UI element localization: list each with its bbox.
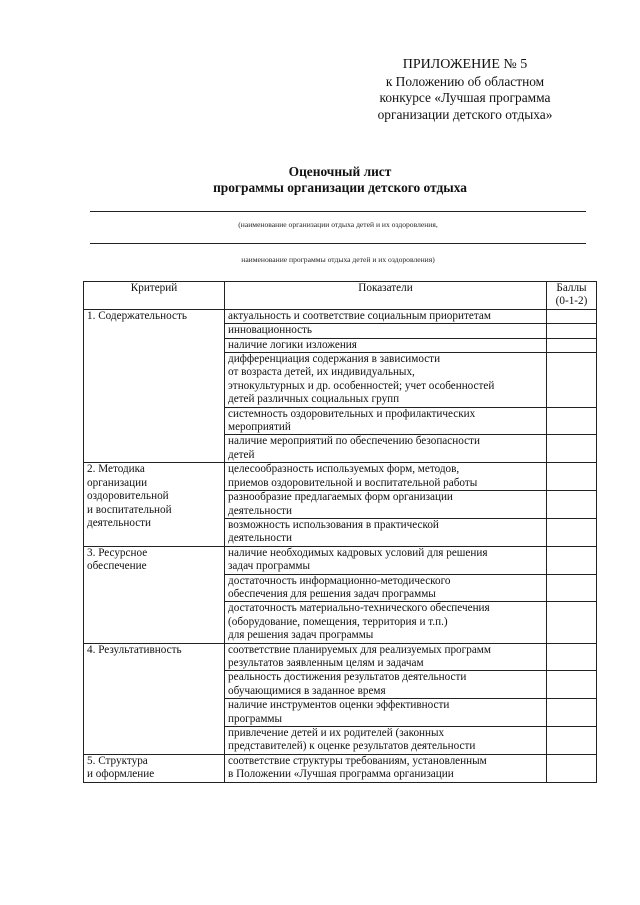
table-body [84, 309, 597, 782]
points-cell[interactable] [547, 324, 597, 338]
table-row [84, 754, 597, 782]
criterion-cell: 3. Ресурсное обеспечение [84, 546, 225, 643]
criterion-cell: 2. Методика организации оздоровительной и воспитательной деятельности [84, 463, 225, 546]
indicator-cell: актуальность и соответствие социальным приоритетам [225, 309, 547, 323]
title-line-1: Оценочный лист [288, 164, 392, 179]
points-cell[interactable] [547, 491, 597, 519]
indicator-cell: достаточность информационно-методического обеспечения для решения задач программы [225, 574, 547, 602]
indicator-cell: целесообразность используемых форм, методов, приемов оздоровительной и воспитательной работы [225, 463, 547, 491]
indicator-cell: системность оздоровительных и профилактических мероприятий [225, 407, 547, 435]
appendix-line-2: конкурсе «Лучшая программа [379, 90, 551, 105]
indicator-cell: соответствие планируемых для реализуемых программ результатов заявленным целям и задачам [225, 643, 547, 671]
points-cell[interactable] [547, 338, 597, 352]
indicator-cell: возможность использования в практической деятельности [225, 518, 547, 546]
points-cell[interactable] [547, 353, 597, 408]
organization-name-line [90, 211, 586, 212]
indicator-cell: наличие логики изложения [225, 338, 547, 352]
criterion-cell: 1. Содержательность [84, 309, 225, 462]
indicator-cell: дифференциация содержания в зависимости от возраста детей, их индивидуальных, этнокультурных и др. особенностей; учет особенностей детей различных социальных групп [225, 353, 547, 408]
title-line-2: программы организации детского отдыха [213, 180, 467, 195]
table-row [84, 643, 597, 671]
indicator-cell: достаточность материально-технического обеспечения (оборудование, помещения, территория и т.п.) для решения задач программы [225, 602, 547, 643]
indicator-cell: разнообразие предлагаемых форм организации деятельности [225, 491, 547, 519]
document-title [80, 164, 600, 196]
points-cell[interactable] [547, 574, 597, 602]
points-cell[interactable] [547, 671, 597, 699]
organization-caption: (наименование организации отдыха детей и их оздоровления, [238, 220, 438, 229]
appendix-number: ПРИЛОЖЕНИЕ № 5 [402, 57, 528, 72]
evaluation-table [83, 281, 597, 783]
points-cell[interactable] [547, 643, 597, 671]
table-row [84, 463, 597, 491]
header-points-label: Баллы (0-1-2) [555, 282, 588, 308]
header-points [547, 282, 597, 310]
indicator-cell: наличие мероприятий по обеспечению безопасности детей [225, 435, 547, 463]
appendix-line-3: организации детского отдыха» [377, 106, 553, 122]
indicator-cell: соответствие структуры требованиям, установленным в Положении «Лучшая программа организации [225, 754, 547, 782]
header-indicators: Показатели [225, 282, 547, 310]
indicator-cell: наличие необходимых кадровых условий для решения задач программы [225, 546, 547, 574]
indicator-cell: привлечение детей и их родителей (законных представителей) к оценке результатов деятельности [225, 727, 547, 755]
indicator-cell: инновационность [225, 324, 547, 338]
table-row [84, 309, 597, 323]
program-caption: наименование программы отдыха детей и их оздоровления) [241, 255, 435, 264]
points-cell[interactable] [547, 309, 597, 323]
points-cell[interactable] [547, 546, 597, 574]
table-header-row [84, 282, 597, 310]
points-cell[interactable] [547, 754, 597, 782]
points-cell[interactable] [547, 518, 597, 546]
points-cell[interactable] [547, 727, 597, 755]
criterion-cell: 5. Структура и оформление [84, 754, 225, 782]
appendix-line-1: к Положению об областном [385, 73, 545, 89]
points-cell[interactable] [547, 407, 597, 435]
points-cell[interactable] [547, 699, 597, 727]
indicator-cell: реальность достижения результатов деятельности обучающимися в заданное время [225, 671, 547, 699]
points-cell[interactable] [547, 435, 597, 463]
criterion-cell: 4. Результативность [84, 643, 225, 754]
appendix-header [350, 57, 580, 123]
points-cell[interactable] [547, 463, 597, 491]
header-criterion: Критерий [84, 282, 225, 310]
points-cell[interactable] [547, 602, 597, 643]
indicator-cell: наличие инструментов оценки эффективности программы [225, 699, 547, 727]
table-row [84, 546, 597, 574]
program-name-line [90, 243, 586, 244]
